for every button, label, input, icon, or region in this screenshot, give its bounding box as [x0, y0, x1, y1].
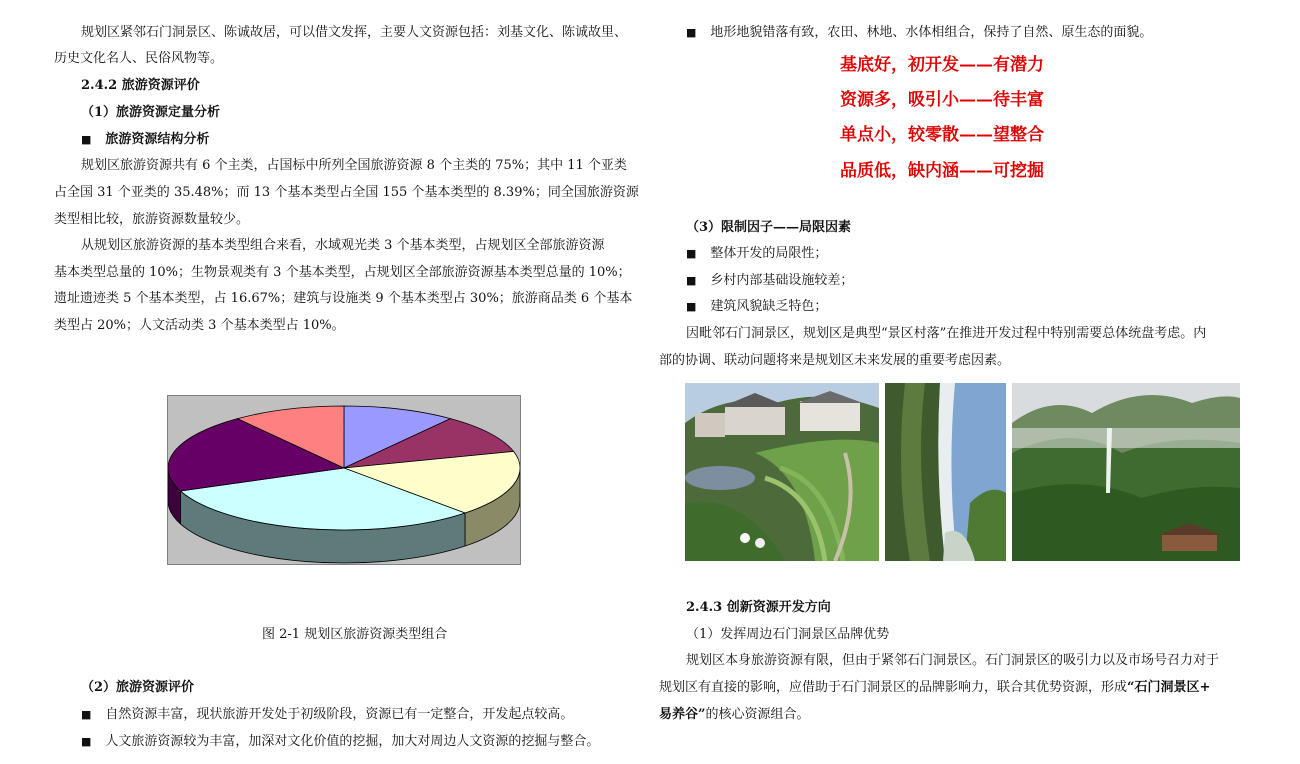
para1-line-3: 类型相比较，旅游资源数量较少。: [54, 212, 250, 227]
para2-line-1: 从规划区旅游资源的基本类型组合来看，水域观光类 3 个基本类型，占规划区全部旅游资源: [81, 238, 605, 253]
bullet-square-icon: ■: [686, 247, 697, 260]
para1-line-1: 规划区旅游资源共有 6 个主类，占国标中所列全国旅游资源 8 个主类的 75%；其中 11 个亚类: [81, 158, 627, 173]
terrain-bullet: [686, 24, 1152, 42]
terrain-bullet-text: 地形地貌错落有致，农田、林地、水体相组合，保持了自然、原生态的面貌。: [710, 25, 1153, 40]
evaluation-bullet-1: [81, 706, 573, 724]
evaluation-bullet-text: 自然资源丰富，现状旅游开发处于初级阶段，资源已有一定整合，开发起点较高。: [105, 707, 574, 722]
limit-bullet-2: [686, 272, 853, 290]
pie-chart-frame: [167, 395, 521, 565]
intro-line-1: 规划区紧邻石门洞景区、陈诚故居，可以借文发挥，主要人文资源包括：刘基文化、陈诚故里、: [81, 25, 628, 40]
bullet-square-icon: ■: [81, 133, 92, 146]
para4-emphasis: “石门洞景区+: [1127, 680, 1211, 695]
para3-line-1: 因毗邻石门洞景区，规划区是典型“景区村落”在推进开发过程中特别需要总体统盘考虑。内: [686, 326, 1207, 341]
para3-line-2: 部的协调、联动问题将来是规划区未来发展的重要考虑因素。: [659, 353, 1011, 368]
para4-line-2: [659, 679, 1210, 697]
para4-line-3-text: 的核心资源组合。: [705, 707, 810, 722]
bullet-square-icon: ■: [81, 708, 92, 721]
bullet-square-icon: ■: [686, 300, 697, 313]
bullet-heading-structure: [81, 131, 209, 149]
bullet-square-icon: ■: [81, 735, 92, 748]
para4-line-2-text: 规划区有直接的影响，应借助于石门洞景区的品牌影响力，联合其优势资源，形成: [659, 680, 1128, 695]
para4-line-1: 规划区本身旅游资源有限，但由于紧邻石门洞景区。石门洞景区的吸引力以及市场号召力对于: [686, 653, 1220, 668]
figure-caption: 图 2-1 规划区旅游资源类型组合: [262, 627, 448, 642]
sub-heading-brand: （1）发挥周边石门洞景区品牌优势: [686, 627, 890, 642]
section-heading-242: 2.4.2 旅游资源评价: [81, 78, 200, 93]
bullet-square-icon: ■: [686, 274, 697, 287]
limit-bullet-text: 乡村内部基础设施较差；: [710, 273, 854, 288]
highlight-line-4: 品质低，缺内涵——可挖掘: [840, 161, 1044, 181]
para2-line-2: 基本类型总量的 10%；生物景观类有 3 个基本类型，占规划区全部旅游资源基本类型总量的 10%；: [54, 265, 631, 280]
misty-mountain-photo: [1012, 383, 1240, 561]
bullet-heading-text: 旅游资源结构分析: [105, 132, 210, 147]
para2-line-3: 遗址遗迹类 5 个基本类型，占 16.67%；建筑与设施类 9 个基本类型占 30%；旅游商品类 6 个基本: [54, 291, 633, 306]
sub-heading-limits: （3）限制因子——局限因素: [686, 220, 852, 235]
intro-line-2: 历史文化名人、民俗风物等。: [54, 51, 224, 66]
highlight-line-2: 资源多，吸引小——待丰富: [840, 90, 1044, 110]
highlight-line-1: 基底好，初开发——有潜力: [840, 55, 1044, 75]
section-heading-243: 2.4.3 创新资源开发方向: [686, 600, 831, 615]
pie-chart: [168, 396, 520, 564]
limit-bullet-3: [686, 298, 827, 316]
para2-line-4: 类型占 20%；人文活动类 3 个基本类型占 10%。: [54, 318, 345, 333]
para4-line-3: [659, 706, 810, 724]
limit-bullet-1: [686, 245, 827, 263]
evaluation-bullet-2: [81, 733, 599, 751]
highlight-line-3: 单点小，较零散——望整合: [840, 125, 1044, 145]
limit-bullet-text: 建筑风貌缺乏特色；: [710, 299, 828, 314]
waterfall-photo: [885, 383, 1006, 561]
sub-heading-quant-analysis: （1）旅游资源定量分析: [81, 105, 221, 120]
bullet-square-icon: ■: [686, 26, 697, 39]
evaluation-bullet-text: 人文旅游资源较为丰富，加深对文化价值的挖掘，加大对周边人文资源的挖掘与整合。: [105, 734, 600, 749]
limit-bullet-text: 整体开发的局限性；: [710, 246, 828, 261]
para1-line-2: 占全国 31 个亚类的 35.48%；而 13 个基本类型占全国 155 个基本类型的 8.39%；同全国旅游资源: [54, 185, 639, 200]
village-terrace-photo: [685, 383, 879, 561]
sub-heading-evaluation: （2）旅游资源评价: [81, 680, 195, 695]
para4-emphasis-2: 易养谷”: [659, 707, 706, 722]
